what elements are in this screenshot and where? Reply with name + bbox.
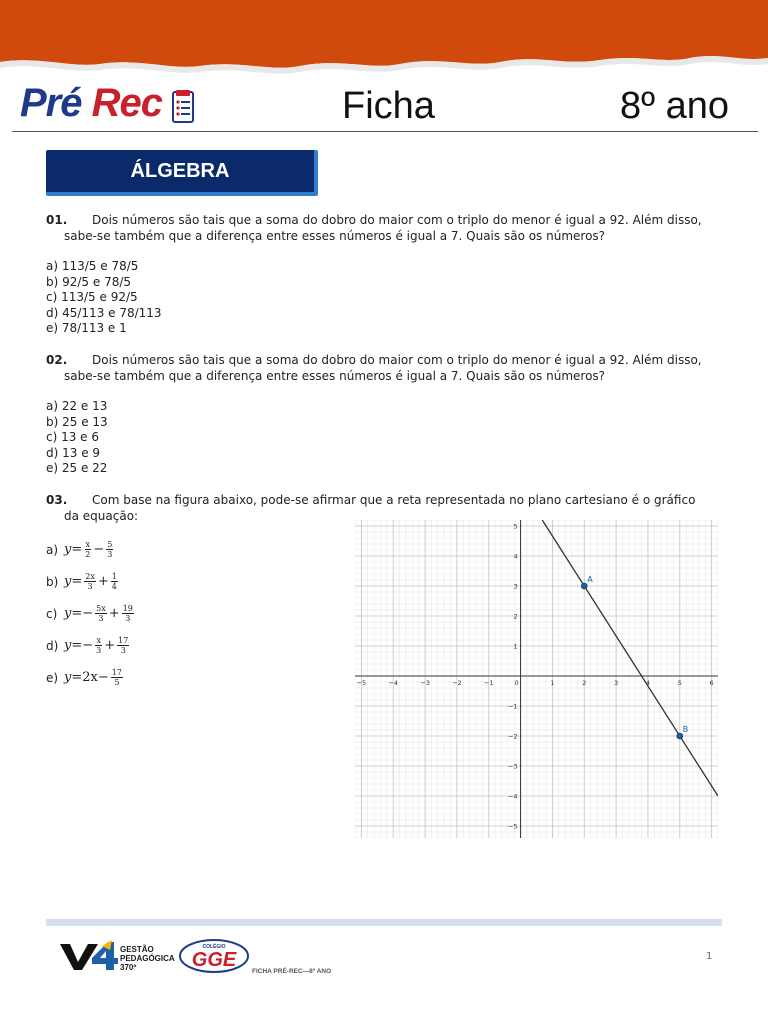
option-e[interactable]: e) 78/113 e 1	[46, 321, 127, 335]
formula	[64, 540, 115, 559]
point-label: B	[682, 725, 689, 734]
option-letter: a)	[46, 542, 59, 557]
pre-rec-logo	[20, 80, 200, 130]
v4-logo-icon	[58, 938, 118, 972]
fraction	[111, 572, 118, 591]
fraction	[122, 604, 134, 623]
option-letter: e)	[46, 670, 59, 685]
gestao-logo-text	[120, 945, 175, 972]
question-text: Dois números são tais que a soma do dobro do maior com o triplo do menor é igual a 92. Além disso,	[92, 213, 702, 227]
numerator: 17	[118, 636, 129, 645]
fraction	[111, 668, 123, 687]
fraction	[95, 636, 102, 655]
option-e[interactable]: e) 25 e 22	[46, 461, 108, 475]
denominator: 3	[98, 614, 104, 623]
y-tick-label: −4	[507, 792, 518, 801]
y-tick-label: 1	[513, 642, 518, 651]
formula	[64, 604, 136, 623]
formula-term: −	[82, 638, 94, 653]
fraction	[84, 572, 96, 591]
fraction	[106, 540, 113, 559]
fraction	[84, 540, 91, 559]
formula-equals: =	[71, 574, 83, 589]
numerator: 5	[107, 540, 113, 549]
option-e[interactable]	[46, 668, 125, 687]
question-01-options	[46, 259, 162, 337]
page-title: Ficha	[342, 85, 435, 127]
option-letter: b)	[46, 574, 59, 589]
question-text: Com base na figura abaixo, pode-se afirmar que a reta representada no plano cartesiano é o gráfico	[92, 493, 696, 507]
option-b[interactable]: b) 25 e 13	[46, 414, 108, 429]
option-c[interactable]: c) 13 e 6	[46, 430, 100, 444]
numerator: 1	[111, 572, 117, 581]
fraction	[95, 604, 107, 623]
logo-line-3: 370º	[120, 963, 137, 972]
y-tick-label: −3	[507, 762, 518, 771]
gge-logo-text: GGE	[191, 949, 237, 971]
y-tick-label: −2	[507, 732, 518, 741]
formula-equals: =	[71, 670, 83, 685]
formula-term: −	[97, 670, 109, 685]
option-a[interactable]	[46, 540, 115, 559]
x-tick-label: −2	[452, 679, 462, 687]
formula-term: +	[97, 574, 109, 589]
formula-equals: =	[71, 638, 83, 653]
option-letter: d)	[46, 638, 59, 653]
gge-logo-top: COLÉGIO	[202, 944, 226, 950]
denominator: 3	[87, 582, 93, 591]
numerator: x	[96, 636, 101, 645]
formula-term: +	[108, 606, 120, 621]
numerator: 5x	[96, 604, 106, 613]
denominator: 3	[125, 614, 131, 623]
fraction	[117, 636, 129, 655]
page-number: 1	[706, 951, 713, 962]
question-text-cont: sabe-se também que a diferença entre esses números é igual a 7. Quais são os números?	[64, 369, 606, 383]
checklist-icon	[172, 90, 196, 124]
header-divider	[12, 131, 758, 132]
gge-logo	[178, 938, 250, 974]
y-tick-label: 3	[513, 582, 518, 591]
x-tick-label: 4	[645, 679, 651, 687]
formula-term: +	[104, 638, 116, 653]
numerator: 2x	[85, 572, 95, 581]
question-number: 03.	[46, 493, 68, 507]
question-02	[46, 352, 726, 384]
formula	[64, 668, 125, 687]
denominator: 2	[85, 550, 91, 559]
denominator: 3	[120, 646, 126, 655]
option-letter: c)	[46, 606, 58, 621]
point-label: A	[587, 575, 593, 584]
denominator: 3	[107, 550, 113, 559]
option-d[interactable]: d) 45/113 e 78/113	[46, 305, 162, 320]
numerator: 19	[122, 604, 133, 613]
option-c[interactable]	[46, 604, 136, 623]
y-tick-label: 4	[513, 552, 518, 561]
option-d[interactable]: d) 13 e 9	[46, 445, 101, 460]
x-tick-label: 6	[709, 679, 714, 687]
question-number: 01.	[46, 213, 68, 227]
footer-divider	[46, 919, 722, 926]
x-tick-label: 3	[614, 679, 619, 687]
formula-variable: y	[64, 574, 72, 589]
formula-variable: y	[64, 606, 72, 621]
option-a[interactable]: a) 22 e 13	[46, 399, 108, 413]
x-tick-label: −5	[356, 679, 367, 687]
logo-line-2: PEDAGÓGICA	[120, 954, 175, 963]
formula-variable: y	[64, 542, 72, 557]
formula-variable: y	[64, 670, 72, 685]
y-tick-label: −1	[507, 702, 518, 711]
option-a[interactable]: a) 113/5 e 78/5	[46, 259, 139, 273]
header-banner	[0, 0, 768, 80]
formula-term: −	[82, 606, 94, 621]
x-tick-label: 5	[677, 679, 682, 687]
formula	[64, 636, 131, 655]
grade-label: 8º ano	[620, 85, 729, 127]
formula-equals: =	[71, 542, 83, 557]
question-number: 02.	[46, 353, 68, 367]
question-text: Dois números são tais que a soma do dobro do maior com o triplo do menor é igual a 92. Além disso,	[92, 353, 702, 367]
x-tick-label: 2	[582, 679, 587, 687]
formula-variable: y	[64, 638, 72, 653]
numerator: x	[85, 540, 91, 549]
formula-equals: =	[71, 606, 83, 621]
denominator: 4	[111, 582, 117, 591]
x-tick-label: 0	[514, 679, 519, 687]
option-c[interactable]: c) 113/5 e 92/5	[46, 290, 138, 304]
numerator: 17	[111, 668, 122, 677]
question-01	[46, 212, 726, 244]
logo-line-1: GESTÃO	[120, 945, 154, 954]
x-tick-label: −3	[420, 679, 430, 687]
y-tick-label: 5	[513, 522, 518, 531]
x-tick-label: −1	[483, 679, 494, 687]
y-tick-label: 2	[513, 612, 518, 621]
section-title: ÁLGEBRA	[46, 150, 318, 196]
formula-term: −	[93, 542, 105, 557]
option-d[interactable]	[46, 636, 131, 655]
x-tick-label: −4	[388, 679, 399, 687]
denominator: 3	[96, 646, 102, 655]
y-tick-label: −5	[507, 822, 518, 831]
cartesian-plane	[355, 520, 718, 838]
formula	[64, 572, 120, 591]
question-text-cont: da equação:	[64, 509, 139, 523]
option-b[interactable]	[46, 572, 120, 591]
formula-term: 2x	[82, 670, 98, 685]
footer-text: FICHA PRÉ-REC—8º ANO	[252, 968, 332, 975]
question-text-cont: sabe-se também que a diferença entre esses números é igual a 7. Quais são os números?	[64, 229, 606, 243]
logo-pre-text: Pré	[20, 81, 82, 125]
x-tick-label: 1	[550, 679, 555, 687]
logo-rec-text: Rec	[91, 81, 163, 125]
question-02-options	[46, 399, 108, 477]
denominator: 5	[114, 678, 120, 687]
option-b[interactable]: b) 92/5 e 78/5	[46, 274, 132, 289]
